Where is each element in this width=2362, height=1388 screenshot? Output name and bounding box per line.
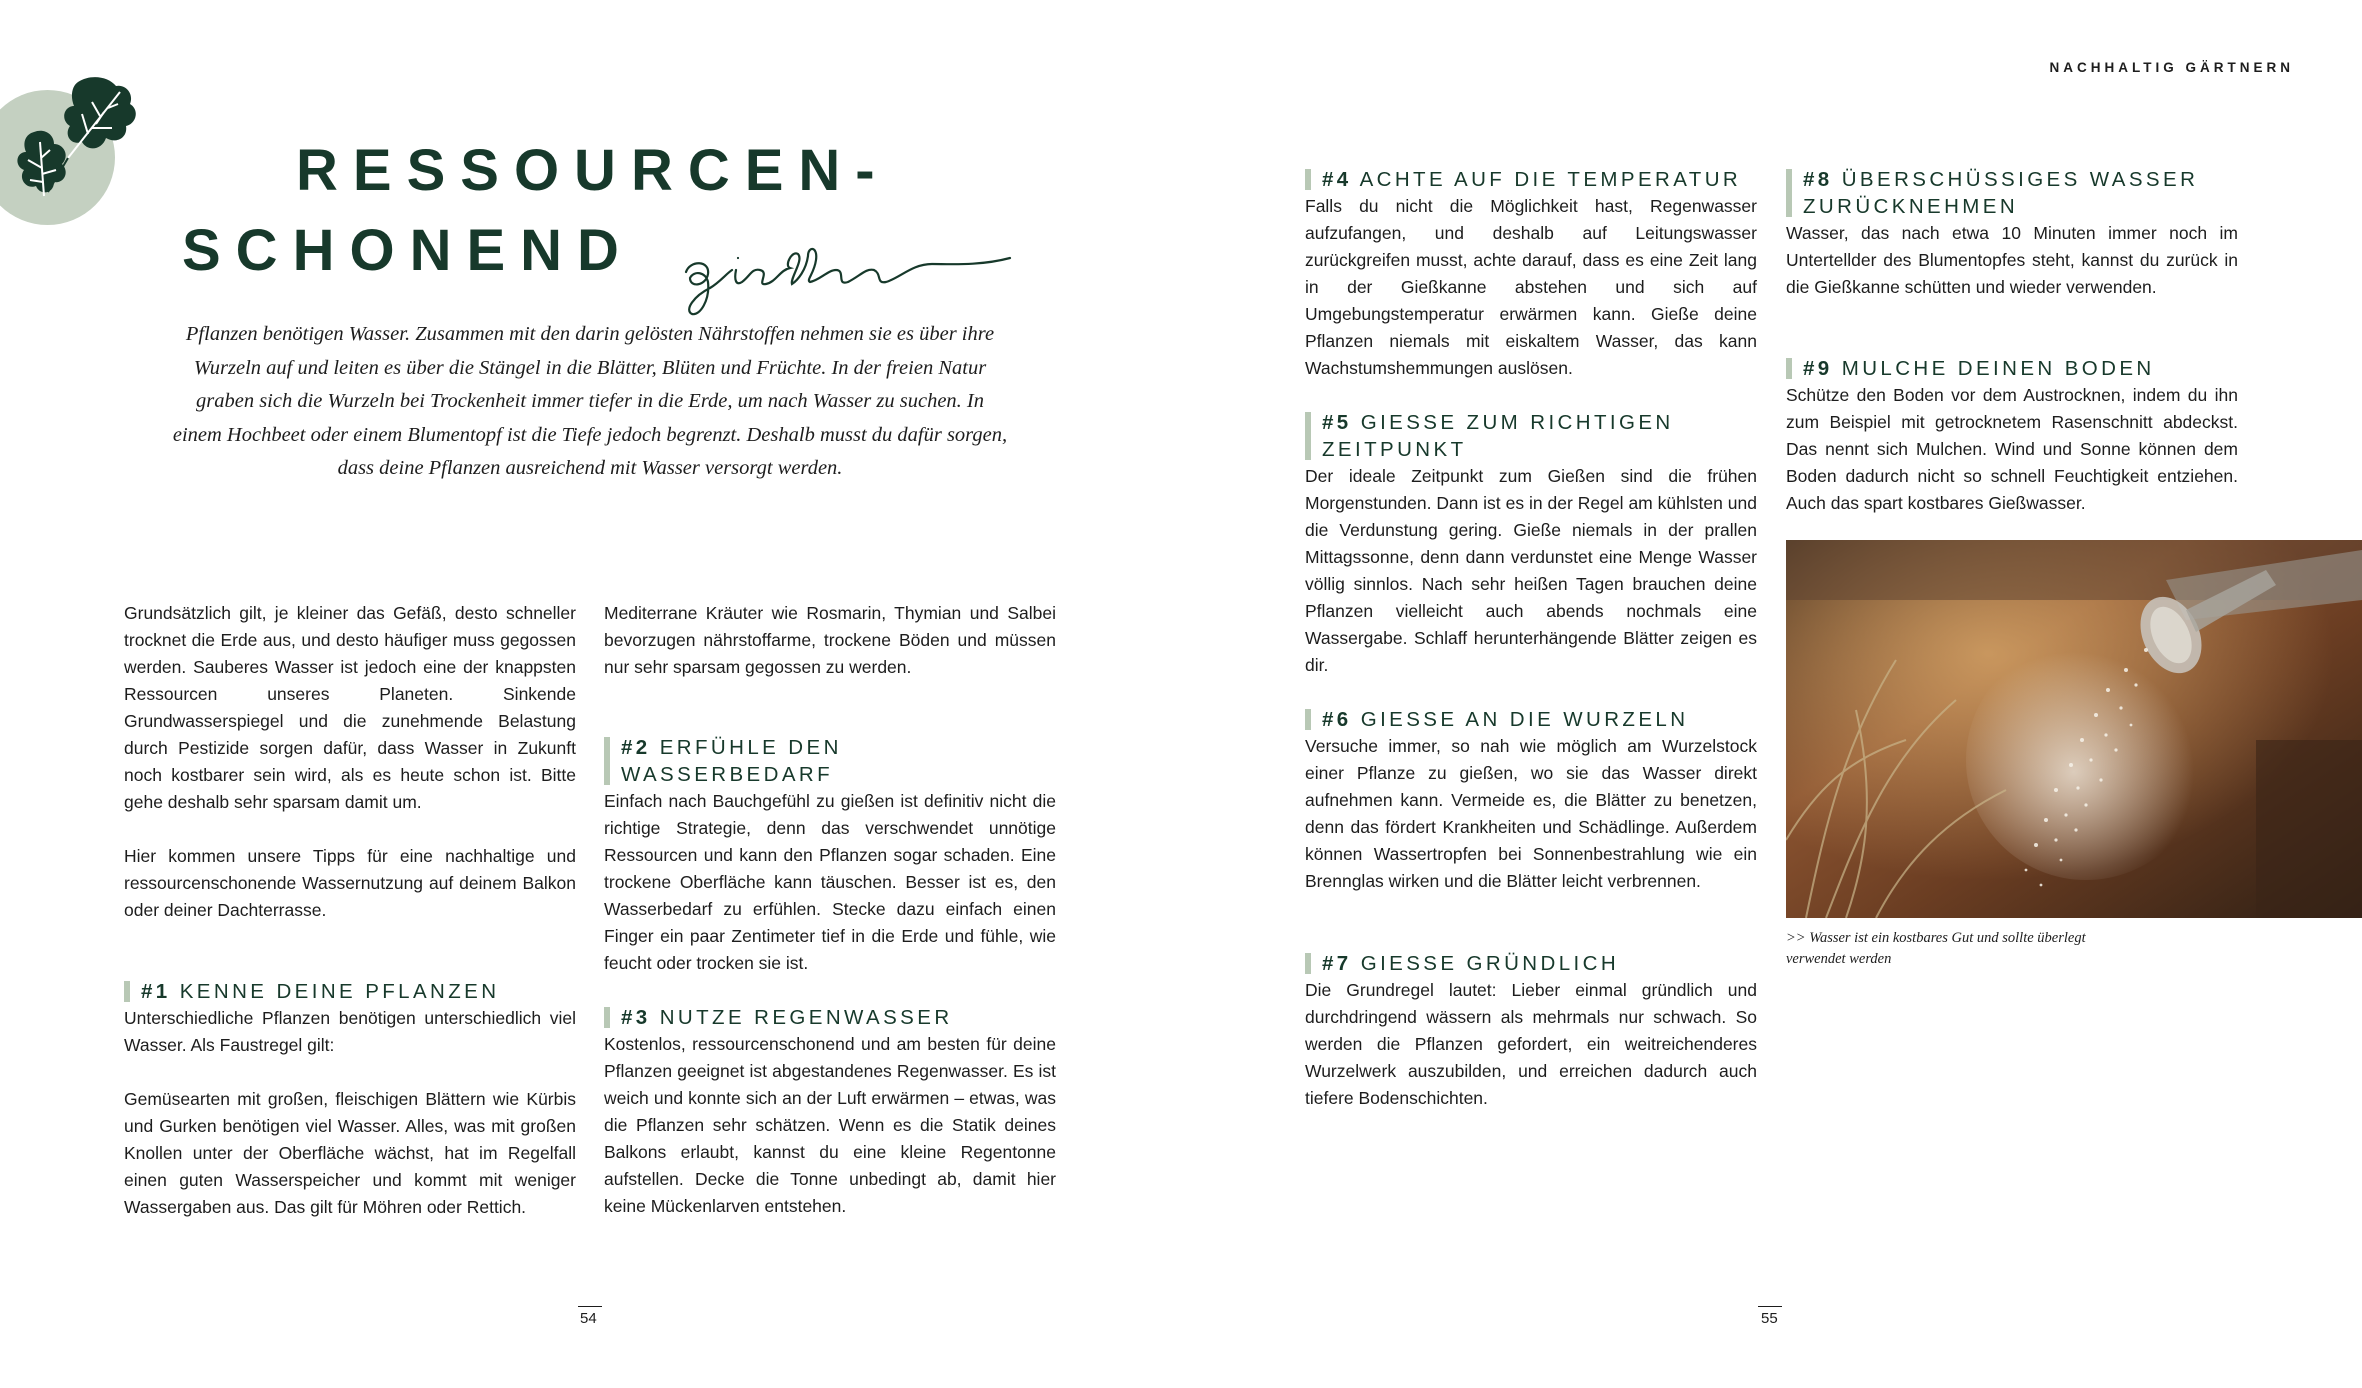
folio-rule <box>1758 1306 1782 1307</box>
heading-accent-bar <box>1786 358 1792 379</box>
tip-heading <box>604 734 1056 788</box>
tip-body: Gemüsearten mit großen, fleischigen Blättern wie Kürbis und Gurken benötigen viel Wasser. Alles, was mit großen Knollen unter der Oberfläche wächst, hat im Regelfall einen guten Wasserspeicher und kommt mit weniger Wassergaben aus. Das gilt für Möhren oder Rettich. <box>124 1089 576 1217</box>
heading-accent-bar <box>1305 412 1311 460</box>
right-page <box>1181 0 2362 1388</box>
tip-title: GIESSE AN DIE WURZELN <box>1360 708 1689 731</box>
tip-title: ÜBERSCHÜSSIGES WASSER <box>1841 168 2199 191</box>
page-title-line1: RESSOURCEN- <box>296 138 890 203</box>
tip-section-8 <box>1786 166 2238 301</box>
tip-title: ERFÜHLE DEN WASSERBEDARF <box>621 736 842 786</box>
body-paragraph: Hier kommen unsere Tipps für eine nachhaltige und ressourcenschonende Wassernutzung auf deinem Balkon oder deiner Dachterrasse. <box>124 846 576 920</box>
tip-section-5 <box>1305 409 1757 679</box>
tip-title-continued: ZEITPUNKT <box>1322 438 1467 461</box>
folio-rule <box>578 1306 602 1307</box>
script-word-giessen <box>680 230 1020 320</box>
tip-number: #3 <box>621 1006 651 1029</box>
tip-number: #9 <box>1803 357 1833 380</box>
photo-caption: >> Wasser ist ein kostbares Gut und sollte überlegt verwendet werden <box>1786 930 2086 967</box>
heading-accent-bar <box>124 981 130 1002</box>
tip-section-1 <box>124 978 576 1221</box>
tip-number: #1 <box>141 980 171 1003</box>
tip-section-7 <box>1305 950 1757 1112</box>
tip-section-9 <box>1786 355 2238 517</box>
heading-accent-bar <box>1305 709 1311 730</box>
tip-heading <box>1786 355 2238 382</box>
tip-heading <box>124 978 576 1005</box>
running-head: NACHHALTIG GÄRTNERN <box>2049 60 2294 75</box>
tip-heading <box>1786 166 2238 220</box>
page-number: 54 <box>580 1310 597 1327</box>
tip-heading <box>1305 706 1757 733</box>
intro-paragraph: Pflanzen benötigen Wasser. Zusammen mit den darin gelösten Nährstoffen nehmen sie es über ihre Wurzeln auf und leiten es über die Stängel in die Blätter, Blüten und Früchte. In der freien Natur graben sich die Wurzeln bei Trockenheit immer tiefer in die Erde, um nach Wasser zu suchen. In einem Hochbeet oder einem Blumentopf ist die Tiefe jedoch begrenzt. Deshalb musst du dafür sorgen, dass deine Pflanzen ausreichend mit Wasser versorgt werden. <box>172 323 1008 479</box>
tip-section-4 <box>1305 166 1757 382</box>
left-column-1 <box>124 600 576 951</box>
body-paragraph: Grundsätzlich gilt, je kleiner das Gefäß, desto schneller trocknet die Erde aus, und desto häufiger muss gegossen werden. Sauberes Wasser ist jedoch eine der knappsten Ressourcen unseres Planeten. Sinkende Grundwasserspiegel und die zunehmende Belastung durch Pestizide sorgen dafür, dass Wasser in Zukunft noch kostbarer sein wird, als es heute schon ist. Bitte gehe deshalb sehr sparsam damit um. <box>124 603 576 812</box>
tip-body: Die Grundregel lautet: Lieber einmal gründlich und durchdringend wässern als mehrmals nur schwach. So werden die Pflanzen gefordert, ein weitreichenderes Wurzelwerk auszubilden, und erreichen dadurch auch tiefere Bodenschichten. <box>1305 980 1757 1108</box>
tip-body: Schütze den Boden vor dem Austrocknen, indem du ihn zum Beispiel mit getrocknetem Rasenschnitt abdeckst. Das nennt sich Mulchen. Wind und Sonne können dem Boden dadurch nicht so schnell Feuchtigkeit entziehen. Auch das spart kostbares Gießwasser. <box>1786 385 2238 513</box>
tip-heading <box>604 1004 1056 1031</box>
tip-body: Einfach nach Bauchgefühl zu gießen ist definitiv nicht die richtige Strategie, denn das verschwendet unnötige Ressourcen und kann den Pflanzen sogar schaden. Eine trockene Oberfläche kann täuschen. Besser ist es, den Wasserbedarf zu erfühlen. Stecke dazu einfach einen Finger ein paar Zentimeter tief in die Erde und fühle, wie feucht oder trocken sie ist. <box>604 791 1056 973</box>
tip-body: Unterschiedliche Pflanzen benötigen unterschiedlich viel Wasser. Als Faustregel gilt: <box>124 1008 576 1055</box>
tip-title: NUTZE REGENWASSER <box>659 1006 953 1029</box>
tip-number: #5 <box>1322 411 1352 434</box>
tip-title-continued: ZURÜCKNEHMEN <box>1803 195 2019 218</box>
tip-title: KENNE DEINE PFLANZEN <box>179 980 500 1003</box>
tip-heading <box>1305 409 1757 463</box>
tip-number: #7 <box>1322 952 1352 975</box>
heading-accent-bar <box>1305 169 1311 190</box>
oak-leaf-icon <box>8 72 143 207</box>
tip-title: ACHTE AUF DIE TEMPERATUR <box>1359 168 1742 191</box>
tip-section-6 <box>1305 706 1757 895</box>
tip-section-2 <box>604 734 1056 977</box>
tip-title: GIESSE ZUM RICHTIGEN <box>1360 411 1674 434</box>
tip-title: MULCHE DEINEN BODEN <box>1841 357 2155 380</box>
tip-body: Versuche immer, so nah wie möglich am Wurzelstock einer Pflanze zu gießen, wo sie das Wasser direkt aufnehmen kann. Vermeide es, die Blätter zu benetzen, denn das fördert Krankheiten und Schädlinge. Außerdem können Wassertropfen bei Sonnenbestrahlung wie ein Brennglas wirken und die Blätter leicht verbrennen. <box>1305 736 1757 891</box>
page-number: 55 <box>1761 1310 1778 1327</box>
tip-number: #6 <box>1322 708 1352 731</box>
page-title-line2: SCHONEND <box>182 218 634 283</box>
watering-can-photo <box>1786 540 2362 918</box>
heading-accent-bar <box>604 737 610 785</box>
heading-accent-bar <box>1786 169 1792 217</box>
left-column-2 <box>604 600 1056 708</box>
tip-heading <box>1305 950 1757 977</box>
tip-body: Der ideale Zeitpunkt zum Gießen sind die frühen Morgenstunden. Dann ist es in der Regel am kühlsten und die Verdunstung gering. Gieße niemals in der prallen Mittagssonne, denn dann verdunstet eine Menge Wasser völlig sinnlos. Nach sehr heißen Tagen brauchen deine Pflanzen vielleicht auch abends nochmals eine Wassergabe. Schlaff herunterhängende Blätter zeigen es dir. <box>1305 466 1757 675</box>
body-paragraph: Mediterrane Kräuter wie Rosmarin, Thymian und Salbei bevorzugen nährstoffarme, trockene Böden und müssen nur sehr sparsam gegossen zu werden. <box>604 603 1056 677</box>
tip-heading <box>1305 166 1757 193</box>
heading-accent-bar <box>1305 953 1311 974</box>
tip-number: #2 <box>621 736 651 759</box>
tip-title: GIESSE GRÜNDLICH <box>1360 952 1620 975</box>
tip-body: Falls du nicht die Möglichkeit hast, Regenwasser aufzufangen, und deshalb auf Leitungswasser zurückgreifen musst, achte darauf, dass es eine Zeit lang in der Gießkanne abstehen und sich auf Umgebungstemperatur erwärmen kann. Gieße deine Pflanzen niemals mit eiskaltem Wasser, das kann Wachstumshemmungen auslösen. <box>1305 196 1757 378</box>
tip-number: #4 <box>1322 168 1352 191</box>
tip-number: #8 <box>1803 168 1833 191</box>
tip-body: Wasser, das nach etwa 10 Minuten immer noch im Untertellder des Blumentopfes steht, kannst du zurück in die Gießkanne schütten und wieder verwenden. <box>1786 223 2238 297</box>
heading-accent-bar <box>604 1007 610 1028</box>
tip-section-3 <box>604 1004 1056 1220</box>
tip-body: Kostenlos, ressourcenschonend und am besten für deine Pflanzen geeignet ist abgestandenes Regenwasser. Es ist weich und konnte sich an der Luft erwärmen – etwas, was die Pflanzen sehr schätzen. Wenn es die Statik deines Balkons erlaubt, kannst du eine kleine Regentonne aufstellen. Decke die Tonne unbedingt ab, damit hier keine Mückenlarven entstehen. <box>604 1034 1056 1216</box>
